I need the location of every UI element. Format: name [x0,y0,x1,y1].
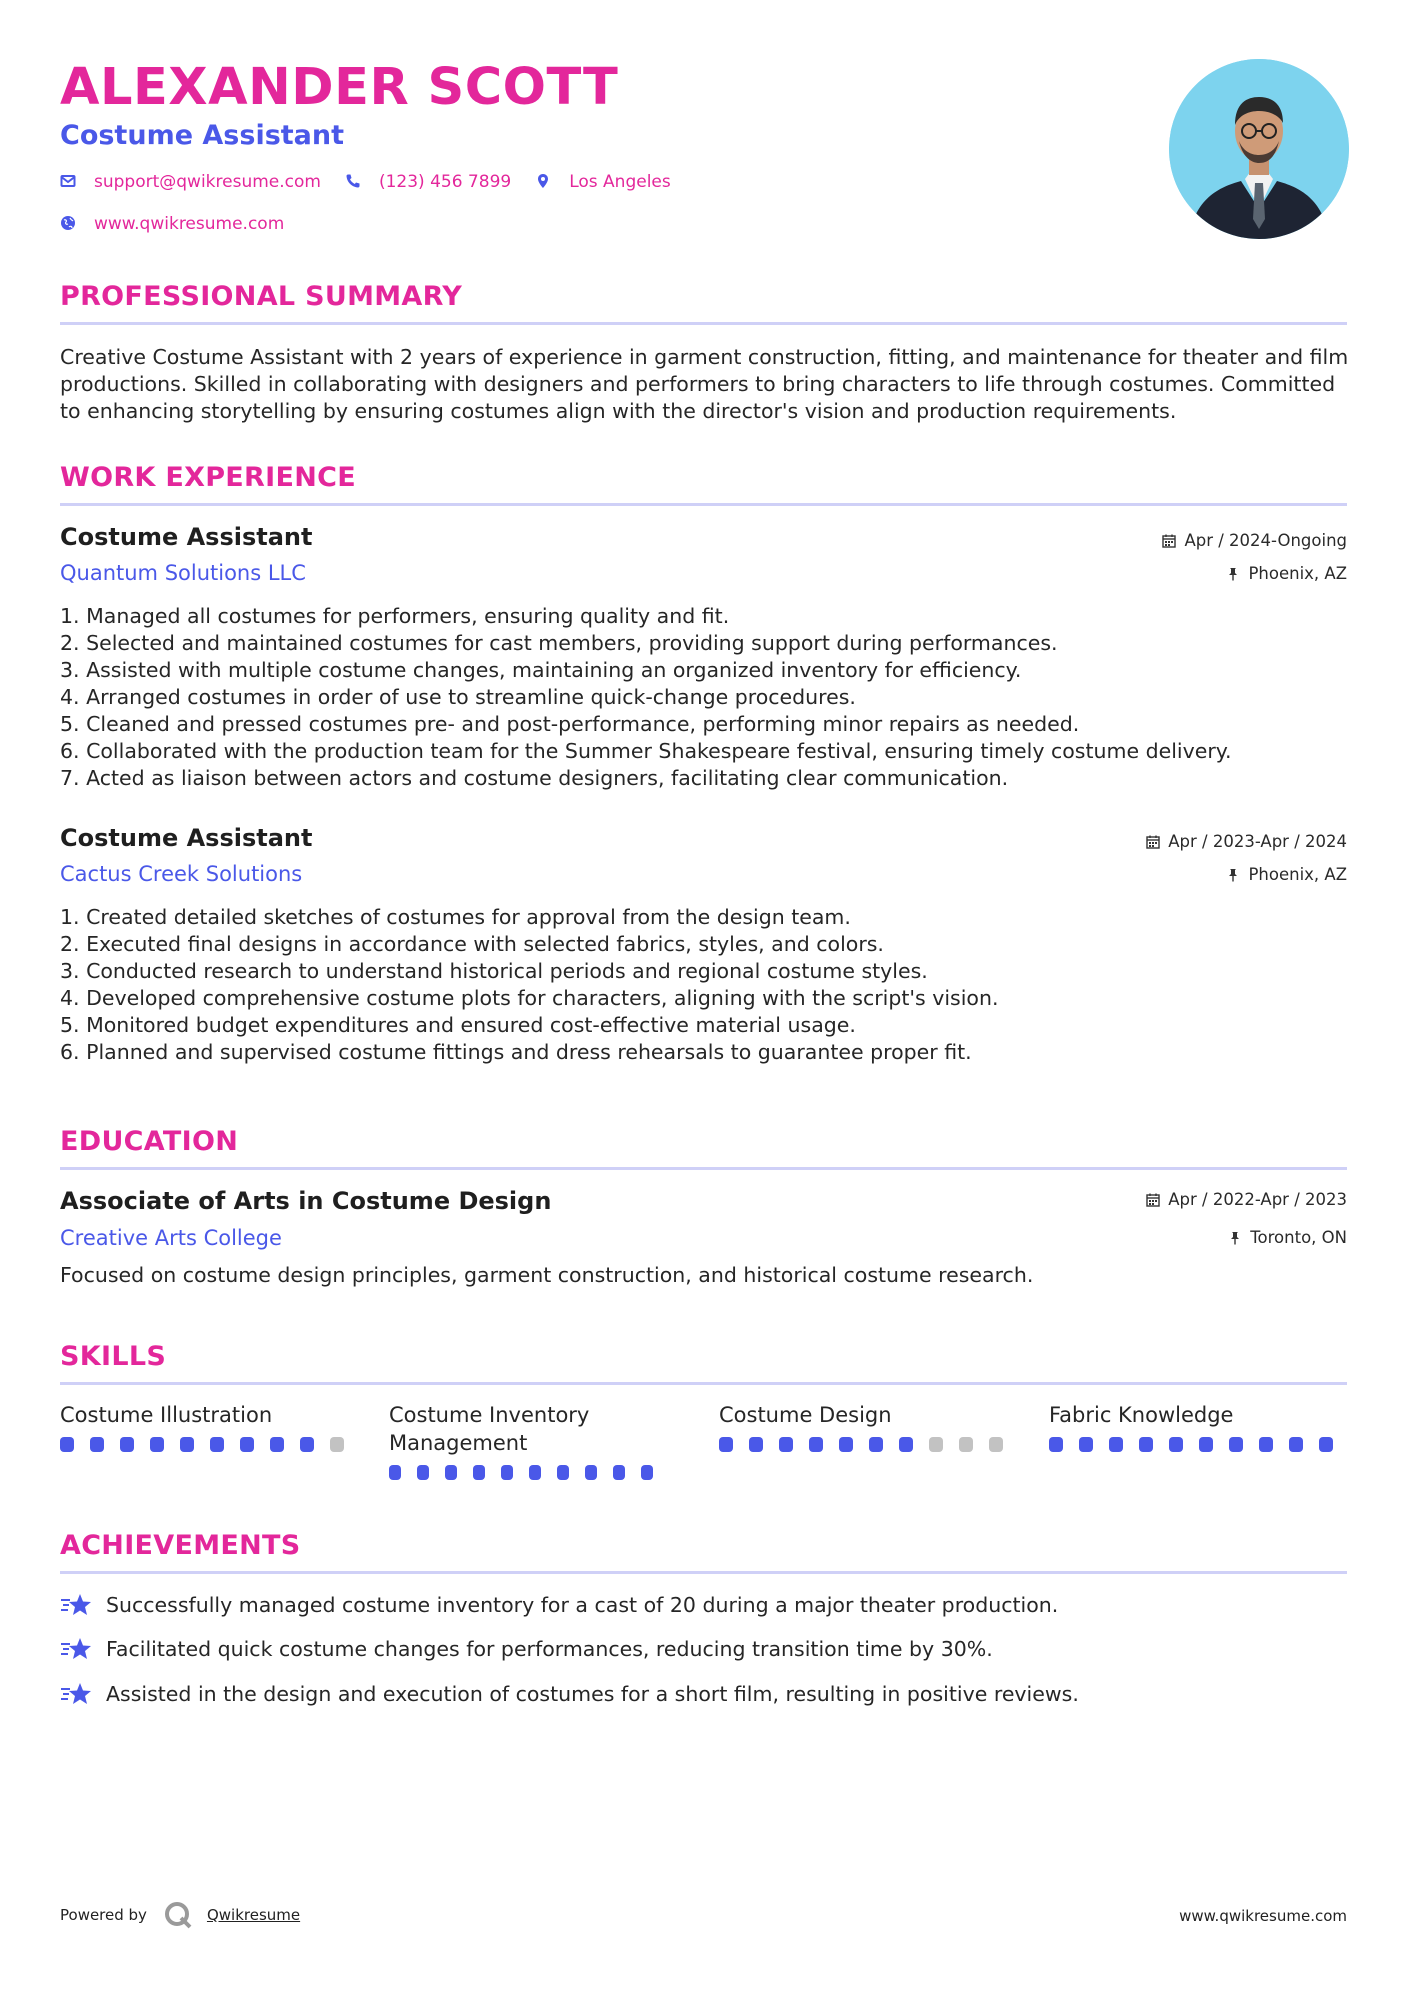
job-bullet: 3. Conducted research to understand historical periods and regional costume styles. [60,959,928,983]
job-bullet: 3. Assisted with multiple costume changes, maintaining an organized inventory for efficiency. [60,658,1022,682]
candidate-role: Costume Assistant [60,120,345,151]
education-location [1228,1228,1347,1247]
job-location-text: Phoenix, AZ [1248,564,1347,583]
skill-rating [719,1437,1019,1452]
education-dates-text: Apr / 2022-Apr / 2023 [1168,1190,1347,1209]
footer-website[interactable]: www.qwikresume.com [1179,1907,1347,1925]
skill-dot-filled [839,1437,853,1452]
job-bullet: 6. Collaborated with the production team for the Summer Shakespeare festival, ensuring timely costume delivery. [60,739,1232,763]
skill-item [719,1401,1019,1452]
job-company: Cactus Creek Solutions [60,862,303,886]
job-bullet: 7. Acted as liaison between actors and costume designers, facilitating clear communication. [60,766,1009,790]
job-bullet: 1. Created detailed sketches of costumes for approval from the design team. [60,905,851,929]
contact-phone[interactable] [345,172,511,192]
skill-dot-filled [1079,1437,1093,1452]
skill-dot-filled [1319,1437,1333,1452]
skill-dot-filled [60,1437,74,1452]
skill-dot-filled [1199,1437,1213,1452]
education-section-title: EDUCATION [60,1126,239,1157]
skill-item [389,1401,669,1480]
skill-dot-filled [613,1465,625,1480]
achievement-item [60,1636,993,1662]
job-dates [1162,531,1347,550]
achievement-text: Successfully managed costume inventory for a cast of 20 during a major theater production. [106,1593,1059,1617]
contact-email[interactable] [60,172,321,192]
skill-name: Costume Design [719,1403,892,1427]
calendar-icon [1146,1193,1160,1207]
achievement-item [60,1592,1058,1618]
skill-rating [389,1465,669,1480]
skills-divider [60,1382,1347,1385]
skill-dot-filled [300,1437,314,1452]
calendar-icon [1162,534,1176,548]
education-dates [1146,1190,1347,1209]
skill-dot-filled [899,1437,913,1452]
skill-dot-filled [529,1465,541,1480]
skill-dot-filled [180,1437,194,1452]
pushpin-icon [1226,567,1240,581]
job-bullet: 5. Cleaned and pressed costumes pre- and post-performance, performing minor repairs as needed. [60,712,1080,736]
skill-item [1049,1401,1349,1452]
job-company: Quantum Solutions LLC [60,561,306,585]
job-bullets [60,603,1350,792]
job-location-text: Phoenix, AZ [1248,865,1347,884]
job-location [1226,564,1347,583]
job-bullet: 6. Planned and supervised costume fittings and dress rehearsals to guarantee proper fit. [60,1040,972,1064]
skill-dot-empty [959,1437,973,1452]
job-title: Costume Assistant [60,523,313,551]
skill-dot-filled [150,1437,164,1452]
education-description: Focused on costume design principles, garment construction, and historical costume research. [60,1263,1034,1287]
skill-dot-filled [869,1437,883,1452]
calendar-icon [1146,835,1160,849]
experience-section-title: WORK EXPERIENCE [60,462,356,493]
skill-dot-filled [473,1465,485,1480]
achievement-item [60,1681,1079,1707]
education-location-text: Toronto, ON [1250,1228,1347,1247]
skill-dot-filled [1229,1437,1243,1452]
skill-dot-filled [270,1437,284,1452]
job-bullet: 2. Selected and maintained costumes for cast members, providing support during performances. [60,631,1058,655]
map-pin-icon [535,173,553,191]
skill-item [60,1401,360,1452]
achievement-text: Assisted in the design and execution of costumes for a short film, resulting in positive reviews. [106,1682,1079,1706]
phone-icon [345,173,363,191]
pushpin-icon [1228,1231,1242,1245]
skill-dot-filled [557,1465,569,1480]
job-bullet: 5. Monitored budget expenditures and ensured cost-effective material usage. [60,1013,856,1037]
skill-dot-filled [641,1465,653,1480]
job-dates [1146,832,1347,851]
contact-website[interactable] [60,214,284,234]
skill-dot-filled [1289,1437,1303,1452]
phone-text: (123) 456 7899 [378,172,512,192]
summary-section-title: PROFESSIONAL SUMMARY [60,281,463,312]
skill-rating [60,1437,360,1452]
skill-dot-empty [330,1437,344,1452]
shooting-star-icon [60,1592,92,1618]
education-degree: Associate of Arts in Costume Design [60,1187,552,1215]
skill-rating [1049,1437,1349,1452]
skill-dot-filled [719,1437,733,1452]
shooting-star-icon [60,1636,92,1662]
skill-dot-filled [1169,1437,1183,1452]
skill-dot-filled [501,1465,513,1480]
candidate-name: ALEXANDER SCOTT [60,58,619,117]
achievements-divider [60,1571,1347,1574]
job-bullet: 4. Developed comprehensive costume plots for characters, aligning with the script's vision. [60,986,999,1010]
job-location [1226,865,1347,884]
skill-dot-filled [585,1465,597,1480]
skill-dot-empty [989,1437,1003,1452]
job-bullets [60,904,1350,1066]
footer-powered-by [60,1900,300,1930]
profile-photo [1169,59,1349,239]
skill-dot-filled [1049,1437,1063,1452]
qwikresume-logo-icon [163,1900,193,1930]
skills-section-title: SKILLS [60,1341,167,1372]
skill-dot-filled [120,1437,134,1452]
job-bullet: 2. Executed final designs in accordance with selected fabrics, styles, and colors. [60,932,884,956]
job-title: Costume Assistant [60,824,313,852]
pushpin-icon [1226,868,1240,882]
skill-dot-filled [779,1437,793,1452]
skill-dot-filled [749,1437,763,1452]
summary-divider [60,322,1347,325]
skill-dot-empty [929,1437,943,1452]
education-school: Creative Arts College [60,1226,282,1250]
job-dates-text: Apr / 2024-Ongoing [1184,531,1347,550]
qwikresume-brand-link[interactable]: Qwikresume [206,1906,301,1924]
achievements-section-title: ACHIEVEMENTS [60,1530,301,1561]
contact-row [60,172,695,192]
powered-by-text: Powered by [60,1906,147,1924]
job-bullet: 1. Managed all costumes for performers, ensuring quality and fit. [60,604,730,628]
skill-name: Fabric Knowledge [1049,1403,1234,1427]
skill-name: Costume Inventory Management [389,1403,590,1455]
skill-dot-filled [1139,1437,1153,1452]
experience-divider [60,503,1347,506]
summary-text: Creative Costume Assistant with 2 years of experience in garment construction, fitting, and maintenance for theater and film productions. Skilled in collaborating with designers and performers to bring characters to life through costumes. Committed to enhancing storytelling by ensuring costumes align with the director's vision and production requirements. [60,345,1349,423]
achievement-text: Facilitated quick costume changes for performances, reducing transition time by 30%. [106,1637,993,1661]
job-bullet: 4. Arranged costumes in order of use to streamline quick-change procedures. [60,685,856,709]
profile-portrait-illustration [1169,59,1349,239]
skill-dot-filled [210,1437,224,1452]
contact-row-web [60,214,308,234]
skill-dot-filled [809,1437,823,1452]
skill-dot-filled [389,1465,401,1480]
email-text: support@qwikresume.com [94,172,321,192]
skill-dot-filled [1259,1437,1273,1452]
skill-dot-filled [1109,1437,1123,1452]
skill-dot-filled [240,1437,254,1452]
website-text: www.qwikresume.com [94,214,285,234]
contact-location [535,172,671,192]
education-divider [60,1167,1347,1170]
skill-dot-filled [417,1465,429,1480]
location-text: Los Angeles [569,172,671,192]
skill-name: Costume Illustration [60,1403,273,1427]
skill-dot-filled [445,1465,457,1480]
globe-icon [60,215,78,233]
skill-dot-filled [90,1437,104,1452]
job-dates-text: Apr / 2023-Apr / 2024 [1168,832,1347,851]
shooting-star-icon [60,1681,92,1707]
envelope-icon [60,173,78,191]
